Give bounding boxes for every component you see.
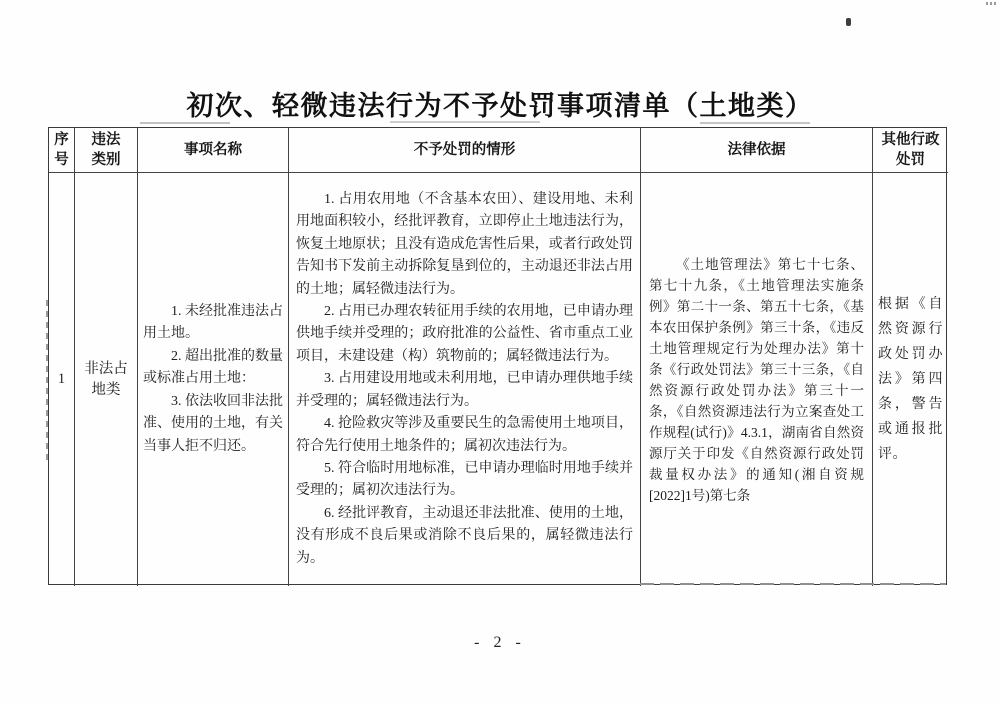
circumstance-paragraph: 5. 符合临时用地标准，已申请办理临时用地手续并受理的；属初次违法行为。 [296, 460, 633, 499]
cell-exemption-circumstances [289, 173, 641, 586]
scan-artifact-speck [846, 18, 851, 26]
page-number: - 2 - [474, 634, 526, 651]
penalty-exemption-table [48, 127, 947, 585]
circumstance-paragraph: 2. 占用已办理农转征用手续的农用地，已申请办理供地手续并受理的；政府批准的公益性、省市重点工业项目，未建设建（构）筑物前的；属轻微违法行为。 [296, 304, 633, 364]
circumstance-paragraph: 1. 占用农用地（不含基本农田）、建设用地、未利用地面积较小，经批评教育，立即停止土地违法行为，恢复土地原状；且没有造成危害性后果，或者行政处罚告知书下发前主动拆除复垦到位的，主动退还非法占用的土地；属轻微违法行为。 [296, 192, 633, 297]
item-name-paragraph: 3. 依法收回非法批准、使用的土地，有关当事人拒不归还。 [143, 393, 283, 454]
item-name-paragraph: 2. 超出批准的数量或标准占用土地： [143, 348, 283, 387]
column-header-violation-category: 违法类别 [75, 128, 138, 173]
column-header-other-penalty: 其他行政处罚 [873, 128, 948, 173]
other-penalty-paragraph: 根据《自然资源行政处罚办法》第四条，警告或通报批评。 [878, 297, 943, 462]
legal-basis-paragraph: 《土地管理法》第七十七条、第七十九条，《土地管理法实施条例》第二十一条、第五十七条，《基本农田保护条例》第三十条，《违反土地管理规定行为处理办法》第十条《行政处罚法》第三十三条，《自然资源行政处罚办法》第三十一条，《自然资源违法行为立案查处工作规程(试行)》4.3.1，湖南省自然资源厅关于印发《自然资源行政处罚裁量权办法》的通知(湘自资规[2022]1号)第七条 [649, 256, 864, 503]
column-header-no: 序号 [49, 128, 75, 173]
document-title: 初次、轻微违法行为不予处罚事项清单（土地类） [186, 91, 814, 121]
item-name-paragraph: 1. 未经批准违法占用土地。 [143, 304, 283, 342]
cell-legal-basis [641, 173, 873, 586]
cell-row-number: 1 [49, 173, 75, 586]
circumstance-paragraph: 6. 经批评教育，主动退还非法批准、使用的土地，没有形成不良后果或消除不良后果的，属轻微违法行为。 [296, 505, 633, 566]
circumstance-paragraph: 3. 占用建设用地或未利用地，已申请办理供地手续并受理的；属轻微违法行为。 [296, 371, 633, 409]
scan-artifact-speck [986, 2, 996, 5]
column-header-item-name: 事项名称 [138, 128, 289, 173]
column-header-legal-basis: 法律依据 [641, 128, 873, 173]
column-header-exemption-circumstances: 不予处罚的情形 [289, 128, 641, 173]
cell-violation-category: 非法占地类 [75, 173, 138, 586]
circumstance-paragraph: 4. 抢险救灾等涉及重要民生的急需使用土地项目，符合先行使用土地条件的；属初次违法行为。 [296, 416, 633, 454]
cell-other-penalty [873, 173, 948, 586]
cell-item-names [138, 173, 289, 586]
